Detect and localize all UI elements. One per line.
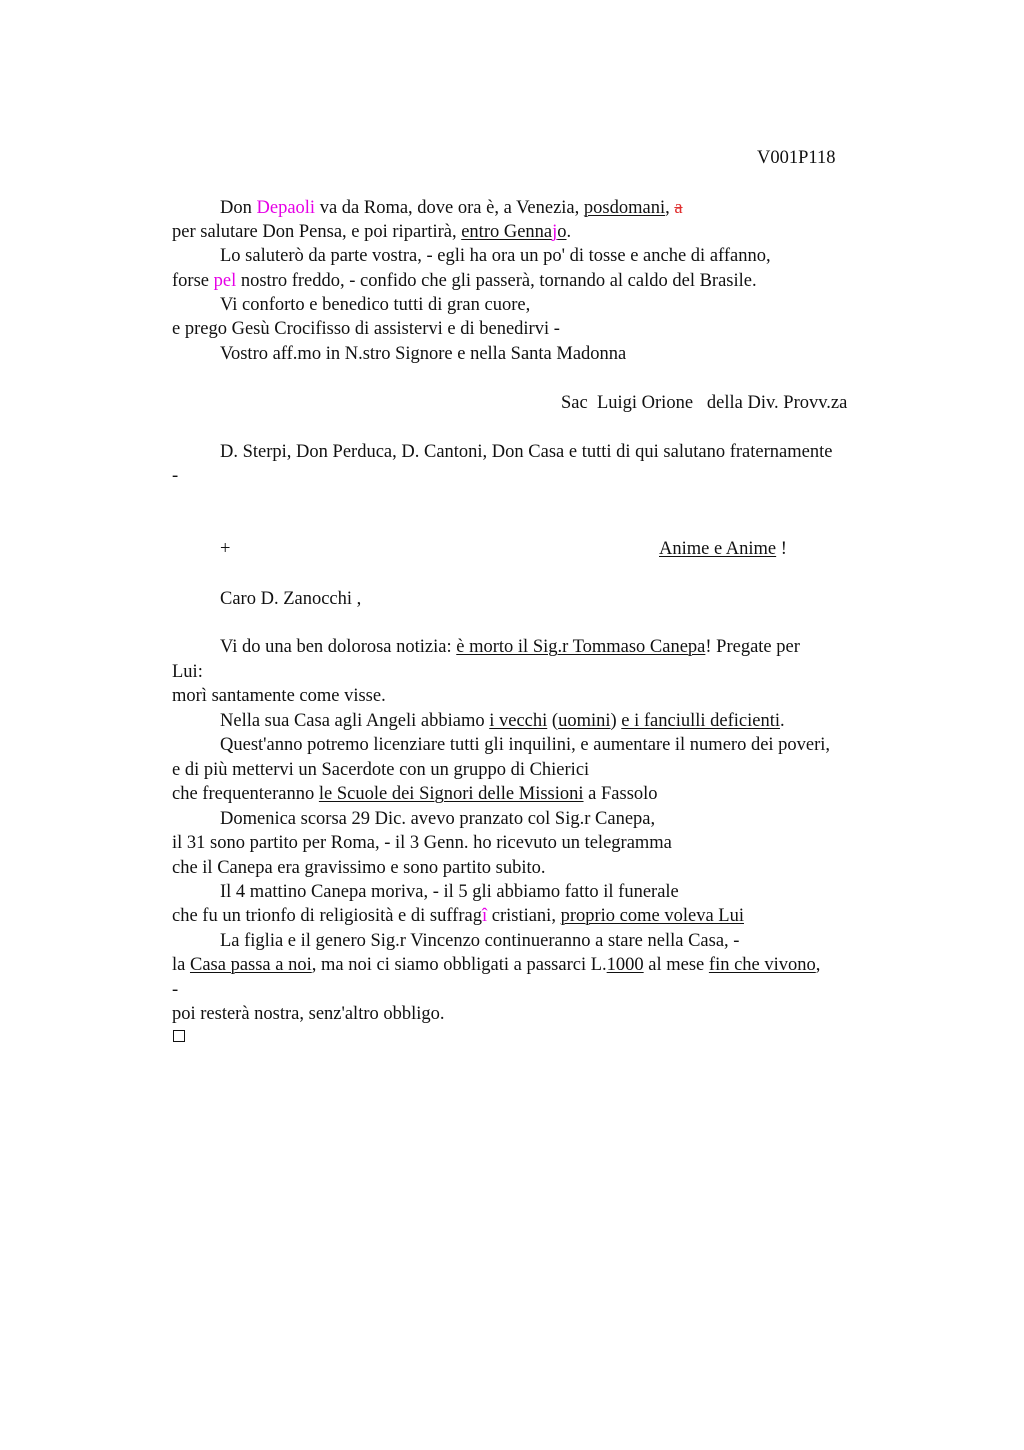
text: ) bbox=[610, 711, 622, 731]
signature: Sac Luigi Orione della Div. Provv.za bbox=[561, 393, 848, 413]
word-highlight: pel bbox=[213, 271, 237, 291]
letter1-line5: Vi conforto e benedico tutti di gran cuore, bbox=[220, 295, 531, 315]
letter2-line1 bbox=[220, 636, 800, 658]
text: ! Pregate per bbox=[705, 637, 800, 657]
letter2-line2: morì santamente come visse. bbox=[172, 686, 386, 706]
text: ( bbox=[547, 711, 559, 731]
letter2-line13 bbox=[172, 954, 820, 976]
underlined-text: e i fanciulli deficienti bbox=[621, 711, 781, 731]
motto bbox=[659, 538, 787, 560]
letter2-line14: poi resterà nostra, senz'altro obbligo. bbox=[172, 1004, 445, 1024]
corrected-letter: î bbox=[481, 906, 488, 926]
text: va da Roma, dove ora è, a Venezia, bbox=[315, 198, 584, 218]
underlined-text: i vecchi bbox=[489, 711, 548, 731]
cross-symbol: + bbox=[220, 539, 231, 559]
letter2-line10: Il 4 mattino Canepa moriva, - il 5 gli abbiamo fatto il funerale bbox=[220, 882, 679, 902]
letter2-line1b: Lui: bbox=[172, 662, 203, 682]
letter1-line4 bbox=[172, 270, 757, 292]
letter1-line1 bbox=[220, 197, 683, 219]
text: Don bbox=[220, 198, 257, 218]
page-id: V001P118 bbox=[757, 148, 836, 168]
underlined-text: entro Genna bbox=[461, 222, 553, 242]
text: cristiani, bbox=[487, 906, 561, 926]
letter1-line2 bbox=[172, 221, 571, 243]
underlined-text: o bbox=[557, 222, 567, 242]
text: forse bbox=[172, 271, 214, 291]
underlined-text: posdomani bbox=[583, 198, 666, 218]
text: , bbox=[665, 198, 675, 218]
text: , ma noi ci siamo obbligati a passarci L. bbox=[311, 955, 607, 975]
text: che frequenteranno bbox=[172, 784, 319, 804]
letter2-line11 bbox=[172, 905, 744, 927]
text: , bbox=[815, 955, 821, 975]
letter1-line7: Vostro aff.mo in N.stro Signore e nella Santa Madonna bbox=[220, 344, 627, 364]
text: nostro freddo, - confido che gli passerà, tornando al caldo del Brasile. bbox=[236, 271, 757, 291]
underlined-text: è morto il Sig.r Tommaso Canepa bbox=[456, 637, 706, 657]
name-highlight: Depaoli bbox=[256, 198, 316, 218]
letter2-line12: La figlia e il genero Sig.r Vincenzo continueranno a stare nella Casa, - bbox=[220, 931, 740, 951]
text: al mese bbox=[643, 955, 709, 975]
postscript-dash: - bbox=[172, 466, 179, 486]
text: . bbox=[566, 222, 572, 242]
underlined-text: proprio come voleva Lui bbox=[560, 906, 744, 926]
letter1-line3: Lo saluterò da parte vostra, - egli ha ora un po' di tosse e anche di affanno, bbox=[220, 246, 771, 266]
letter2-line8: il 31 sono partito per Roma, - il 3 Genn. ho ricevuto un telegramma bbox=[172, 833, 672, 853]
underlined-text: Anime e Anime bbox=[659, 539, 777, 559]
placeholder-box-icon bbox=[173, 1030, 185, 1042]
salutation: Caro D. Zanocchi , bbox=[220, 589, 362, 609]
letter2-line6 bbox=[172, 783, 658, 805]
letter1-line6: e prego Gesù Crocifisso di assistervi e di benedirvi - bbox=[172, 319, 560, 339]
underlined-text: uomini bbox=[558, 711, 611, 731]
underlined-text: le Scuole dei Signori delle Missioni bbox=[318, 784, 584, 804]
text: Nella sua Casa agli Angeli abbiamo bbox=[220, 711, 490, 731]
text: la bbox=[172, 955, 190, 975]
underlined-text: fin che vivono bbox=[708, 955, 816, 975]
text: per salutare Don Pensa, e poi ripartirà, bbox=[172, 222, 462, 242]
underlined-text: Casa passa a noi bbox=[189, 955, 312, 975]
corrected-letter: j bbox=[552, 222, 558, 242]
deleted-text: a bbox=[674, 198, 683, 218]
text: a Fassolo bbox=[583, 784, 658, 804]
text: ! bbox=[776, 539, 787, 559]
letter2-line5: e di più mettervi un Sacerdote con un gruppo di Chierici bbox=[172, 760, 590, 780]
text: Vi do una ben dolorosa notizia: bbox=[220, 637, 457, 657]
text: . bbox=[780, 711, 785, 731]
letter2-line3 bbox=[220, 710, 785, 732]
letter2-line9: che il Canepa era gravissimo e sono partito subito. bbox=[172, 858, 546, 878]
underlined-text: 1000 bbox=[606, 955, 644, 975]
letter2-line7: Domenica scorsa 29 Dic. avevo pranzato col Sig.r Canepa, bbox=[220, 809, 656, 829]
letter2-line13b: - bbox=[172, 980, 179, 1000]
postscript: D. Sterpi, Don Perduca, D. Cantoni, Don Casa e tutti di qui salutano fraternamente bbox=[220, 442, 833, 462]
text: che fu un trionfo di religiosità e di suffrag bbox=[172, 906, 482, 926]
letter2-line4: Quest'anno potremo licenziare tutti gli inquilini, e aumentare il numero dei poveri, bbox=[220, 735, 831, 755]
